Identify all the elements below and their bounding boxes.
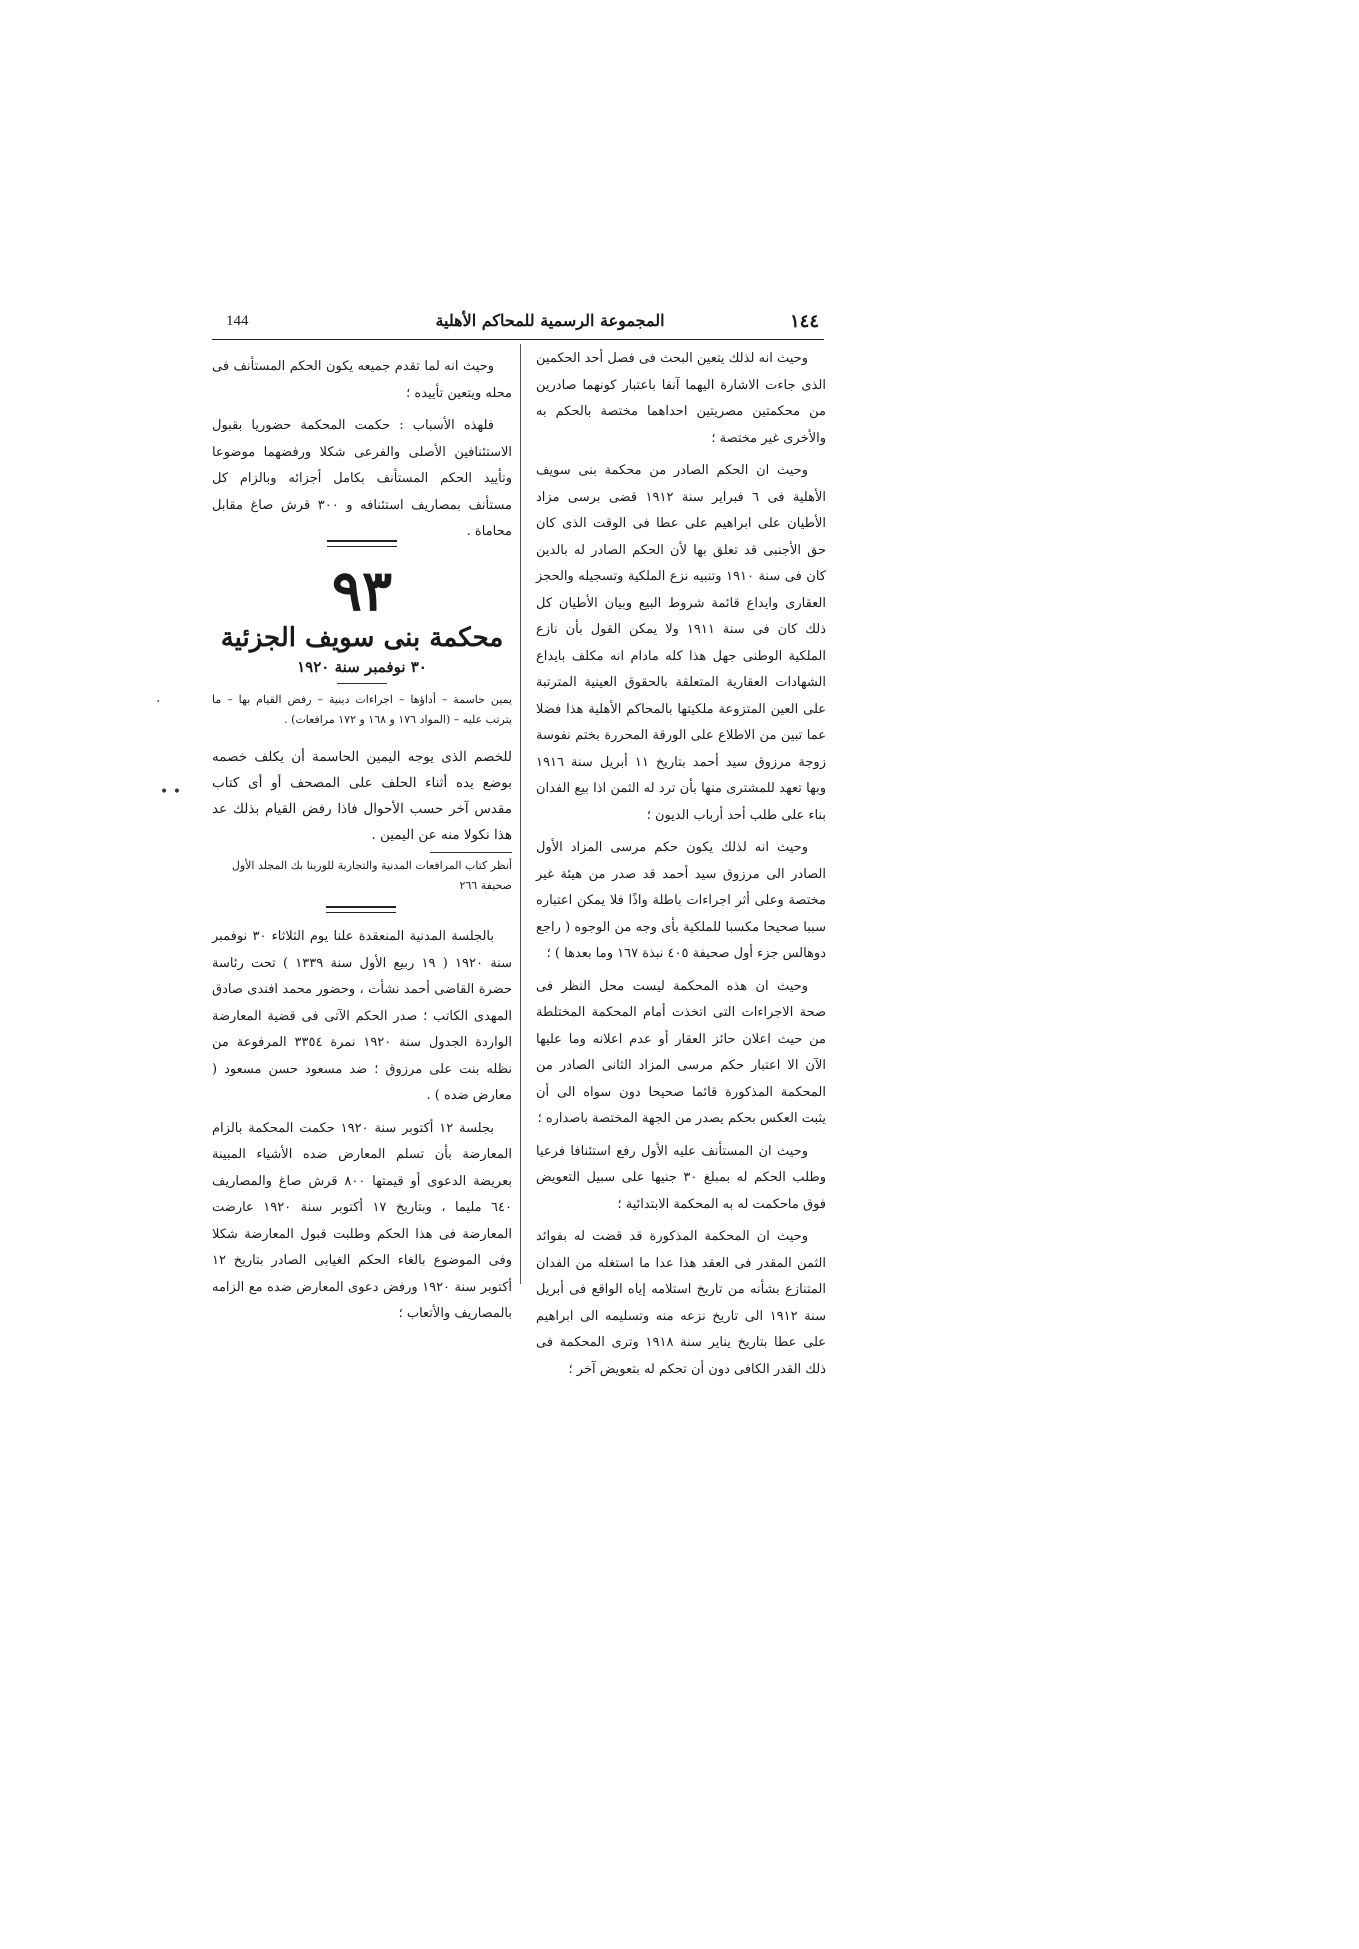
right-column xyxy=(536,346,826,1389)
reference-rule xyxy=(430,852,512,853)
reference-note: أنظر كتاب المرافعات المدنية والتجارية للوزينا بك المجلد الأول صحيفة ٢٦٦ xyxy=(231,859,512,892)
keywords: يمين حاسمة – أداؤها – اجراءات دينية – رفض القيام بها – ما يترتب عليه – (المواد ١٧٦ و ١٦٨ و ١٧٢ مرافعات) . xyxy=(212,693,512,726)
running-title: المجموعة الرسمية للمحاكم الأهلية xyxy=(435,311,665,330)
paragraph: وحيث انه لما تقدم جميعه يكون الحكم المستأنف فى محله ويتعين تأييده ؛ xyxy=(212,359,512,401)
paragraph: وحيث انه لذلك يكون حكم مرسى المزاد الأول الصادر الى مرزوق سيد أحمد قد صدر من هيئة غير مختصة وعلى أثر اجراءات باطلة واذًا فلا يمكن اعتباره سببا صحيحا مكسبا للملكية بأى وجه من الوجوه ( راجع دوهالس جزء أول صحيفة ٤٠٥ نبذة ١٦٧ وما بعدها ) ؛ xyxy=(536,840,826,961)
case-date: ٣٠ نوفمبر سنة ١٩٢٠ xyxy=(297,658,427,676)
paragraph: وحيث ان المستأنف عليه الأول رفع استئنافا فرعيا وطلب الحكم له بمبلغ ٣٠ جنيها على سبيل التعويض فوق ماحكمت له به المحكمة الابتدائية ؛ xyxy=(536,1143,827,1212)
left-column-top xyxy=(212,354,512,552)
column-divider xyxy=(520,344,521,1284)
paragraph: بالجلسة المدنية المنعقدة علنا يوم الثلاثاء ٣٠ نوفمبر سنة ١٩٢٠ ( ١٩ ربيع الأول سنة ١٣٣٩ ) تحت رئاسة حضرة القاضى أحمد نشأت ، وحضور محمد افندى صادق المهدى الكاتب ؛ صدر الحكم الآتى فى قضية المعارضة الواردة الجدول سنة ١٩٢٠ نمرة ٣٣٥٤ المرفوعة من نظله بنت على مرزوق ؛ ضد مسعود حسن مسعود ( معارض ضده ) . xyxy=(212,929,512,1103)
section-divider xyxy=(327,540,397,547)
short-rule xyxy=(337,683,387,684)
margin-mark: . xyxy=(156,690,161,706)
margin-mark: • • xyxy=(160,784,181,800)
case-heading xyxy=(212,540,512,688)
page-number-latin: 144 xyxy=(226,313,249,329)
paragraph: وحيث ان هذه المحكمة ليست محل النظر فى صحة الاجراءات التى اتخذت أمام المحكمة المختلطة من حيث اعلان حائز العقار أو عدم اعلانه وما عليها الآن الا اعتبار حكم مرسى المزاد الثانى الصادر من المحكمة المذكورة قائما صحيحا دون سواه الى أن يثبت العكس بحكم يصدر من الجهة المختصة باصداره ؛ xyxy=(536,978,826,1126)
section-divider xyxy=(326,906,396,913)
left-column-bottom xyxy=(212,924,512,1334)
paragraph: بجلسة ١٢ أكتوبر سنة ١٩٢٠ حكمت المحكمة بالزام المعارضة بأن تسلم المعارض ضده الأشياء المبينة بعريضة الدعوى أو قيمتها ٨٠٠ قرش صاغ والمصاريف ٦٤٠ مليما ، وبتاريخ ١٧ أكتوبر سنة ١٩٢٠ عارضت المعارضة فى هذا الحكم وطلبت قبول المعارضة شكلا وفى الموضوع بالغاء الحكم الغيابى الصادر بتاريخ ١٢ أكتوبر سنة ١٩٢٠ ورفض دعوى المعارض ضده مع الزامه بالمصاريف والأتعاب ؛ xyxy=(212,1120,512,1321)
header-rule xyxy=(212,339,824,340)
paragraph: فلهذه الأسباب : حكمت المحكمة حضوريا بقبول الاستئنافين الأصلى والفرعى شكلا ورفضهما موضوعا وتأييد الحكم المستأنف بكامل أجزائه وبالزام كل مستأنف بمصاريف استئنافه و ٣٠٠ قرش صاغ مقابل محاماة . xyxy=(212,418,512,539)
page-number-arabic: ١٤٤ xyxy=(790,311,820,332)
case-number: ٩٣ xyxy=(331,558,393,624)
paragraph: وحيث انه لذلك يتعين البحث فى فصل أحد الحكمين الذى جاءت الاشارة اليهما آنفا باعتبار كونهما صادرين من محكمتين مصريتين احداهما مختصة بالحكم به والأخرى غير مختصة ؛ xyxy=(536,351,826,446)
paragraph: وحيث ان المحكمة المذكورة قد قضت له بفوائد الثمن المقدر فى العقد هذا عدا ما استغله من الفدان المتنازع بشأنه من تاريخ استلامه إياه الواقع فى أبريل سنة ١٩١٢ الى تاريخ نزعه منه وتسليمه الى ابراهيم على عطا بتاريخ يناير سنة ١٩١٨ وترى المحكمة فى ذلك القدر الكافى دون أن تحكم له بتعويض آخر ؛ xyxy=(536,1229,826,1377)
court-name: محكمة بنى سويف الجزئية xyxy=(220,623,504,653)
legal-principle: للخصم الذى يوجه اليمين الحاسمة أن يكلف خصمه بوضع يده أثناء الحلف على المصحف أو أى كتاب مقدس آخر حسب الأحوال فاذا رفض القيام بذلك عد هذا نكولا منه عن اليمين . xyxy=(212,749,512,843)
paragraph: وحيث ان الحكم الصادر من محكمة بنى سويف الأهلية فى ٦ فبراير سنة ١٩١٢ قضى برسى مزاد الأطيان على ابراهيم على عطا فى الوقت الذى كان حق الأجنبى قد تعلق بها لأن الحكم الصادر له بالدين كان فى سنة ١٩١٠ وتنبيه نزع الملكية وتسجيله والحجز العقارى وايداع قائمة شروط البيع وبيان الأطيان كل ذلك كان فى سنة ١٩١١ ولا يمكن القول بأن نازع الملكية الوطنى جهل هذا كله مادام انه مكلف بايداع الشهادات العقارية المتعلقة بالحقوق العينية المترتبة على العين المتزوعة ملكيتها بالمحاكم الأهلية هذا فضلا عما تبين من الاطلاع على الورقة المحررة بختم نفوسة زوجة مرزوق سيد أحمد بتاريخ ١١ أبريل سنة ١٩١٦ وبها تعهد للمشترى منها بأن ترد له الثمن اذا بيع الفدان بناء على طلب أحد أرباب الديون ؛ xyxy=(536,463,826,823)
